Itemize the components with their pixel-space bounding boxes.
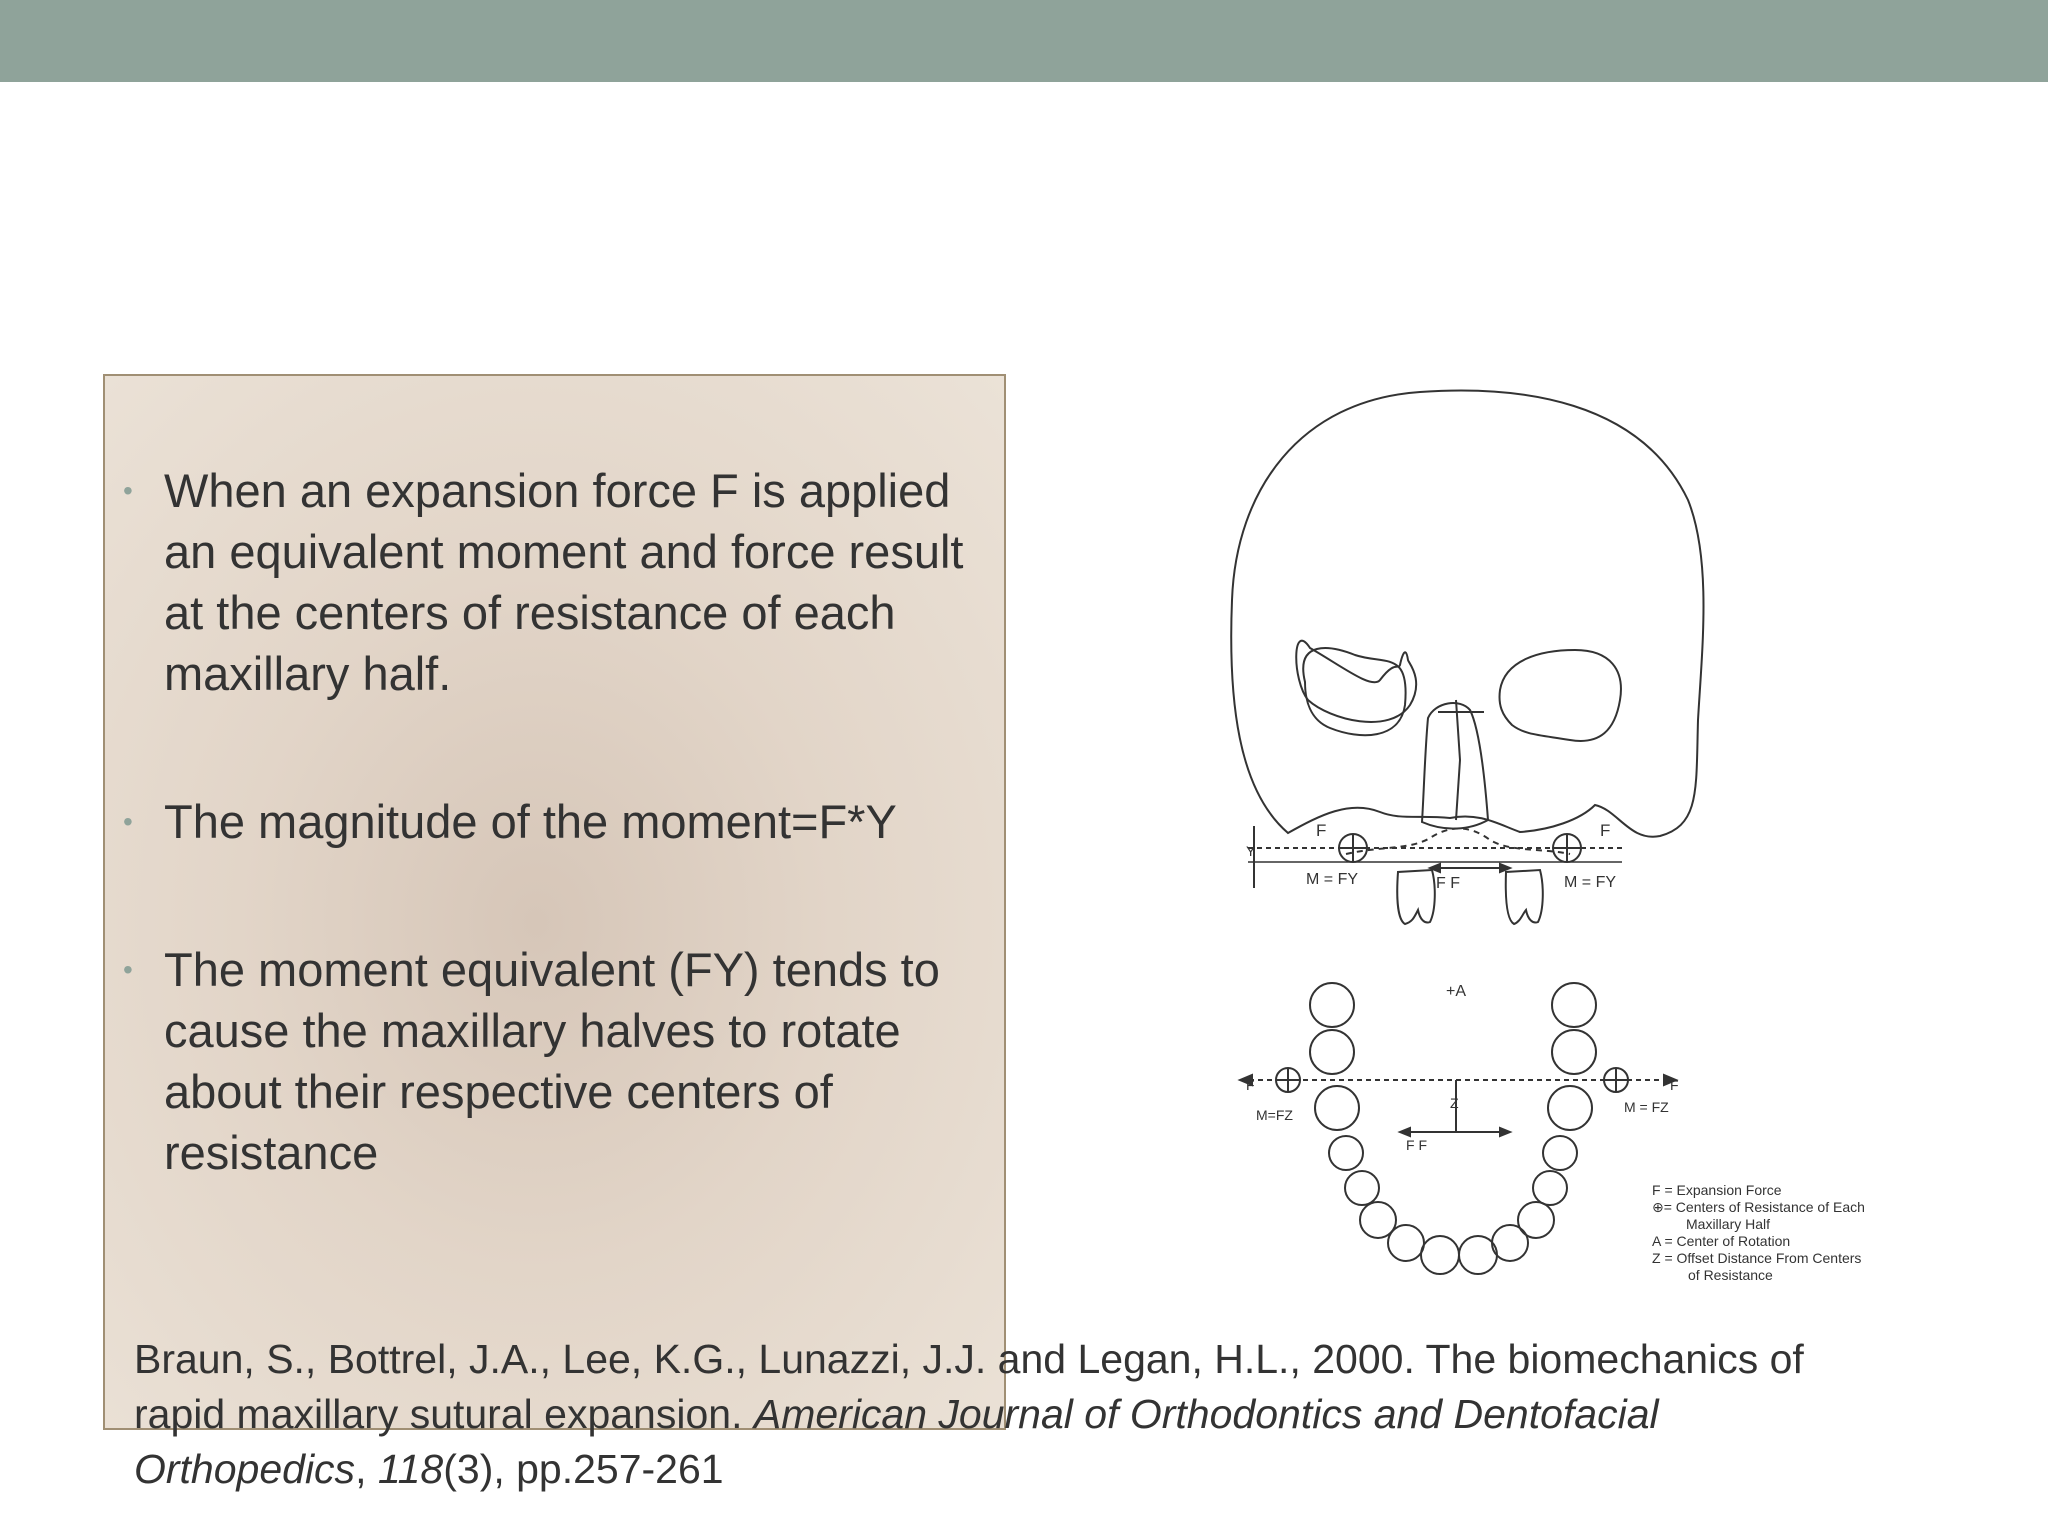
upper-tooth-right	[1506, 870, 1543, 924]
svg-text:F = Expansion Force: F = Expansion Force	[1652, 1182, 1782, 1198]
svg-text:A = Center of Rotation: A = Center of Rotation	[1652, 1233, 1791, 1249]
svg-text:of Resistance: of Resistance	[1688, 1267, 1773, 1283]
moment-left-label: M = FY	[1306, 871, 1359, 888]
citation-pages: (3), pp.257-261	[443, 1446, 724, 1492]
biomechanics-diagram	[1220, 385, 1940, 1285]
bullet-item	[103, 460, 1003, 704]
moment-fz-left-label: M=FZ	[1256, 1107, 1293, 1123]
bullet-dot-icon: •	[123, 475, 133, 506]
svg-text:Z = Offset Distance From Cente: Z = Offset Distance From Centers	[1652, 1250, 1862, 1266]
arch-center-forces-label: F F	[1406, 1137, 1427, 1153]
moment-fz-right-label: M = FZ	[1624, 1099, 1669, 1115]
diagram-legend	[1652, 1182, 1865, 1283]
arch-force-left-label: F	[1246, 1077, 1255, 1093]
upper-tooth-left	[1397, 870, 1435, 924]
citation-journal: American Journal of Orthodontics and Dentofacial Orthopedics	[134, 1391, 1659, 1492]
left-orbit	[1296, 641, 1416, 722]
citation-authors: Braun, S., Bottrel, J.A., Lee, K.G., Lunazzi, J.J. and Legan, H.L., 2000. The biomechanics of rapid maxillary sutural expansion.	[134, 1336, 1804, 1437]
y-label: Y	[1246, 843, 1256, 859]
svg-text:Maxillary Half: Maxillary Half	[1686, 1216, 1771, 1232]
citation-separator: ,	[355, 1446, 378, 1492]
bullet-item	[103, 939, 1003, 1183]
left-orbit-shape	[1303, 648, 1405, 735]
bullet-item	[103, 791, 1003, 852]
bullet-dot-icon: •	[123, 806, 133, 837]
force-right-label: F	[1600, 821, 1611, 840]
citation	[134, 1332, 1894, 1497]
dental-arch	[1310, 983, 1596, 1274]
skull-outline	[1231, 391, 1703, 837]
z-label: Z	[1450, 1095, 1459, 1111]
svg-text:⊕= Centers of Resistance of E: ⊕= Centers of Resistance of Each	[1652, 1199, 1865, 1215]
nasal-cavity	[1422, 703, 1488, 829]
force-left-label: F	[1316, 821, 1327, 840]
citation-volume: 118	[377, 1446, 444, 1492]
center-forces-label: F F	[1436, 875, 1460, 892]
center-a-label: +A	[1446, 983, 1467, 1000]
moment-right-label: M = FY	[1564, 874, 1617, 891]
bullet-dot-icon: •	[123, 954, 133, 985]
nasal-septum	[1456, 700, 1460, 820]
bullet-text: When an expansion force F is applied an equivalent moment and force result at the centers of resistance of each maxillary half.	[164, 464, 964, 700]
arch-force-right-label: F	[1670, 1077, 1679, 1093]
bullet-text: The magnitude of the moment=F*Y	[164, 795, 897, 848]
top-bar	[0, 0, 2048, 82]
bullet-text: The moment equivalent (FY) tends to cause the maxillary halves to rotate about their respective centers of resistance	[164, 943, 940, 1179]
bullet-list	[103, 460, 1003, 1270]
palate-curve	[1346, 828, 1570, 854]
right-orbit-shape	[1500, 650, 1621, 741]
